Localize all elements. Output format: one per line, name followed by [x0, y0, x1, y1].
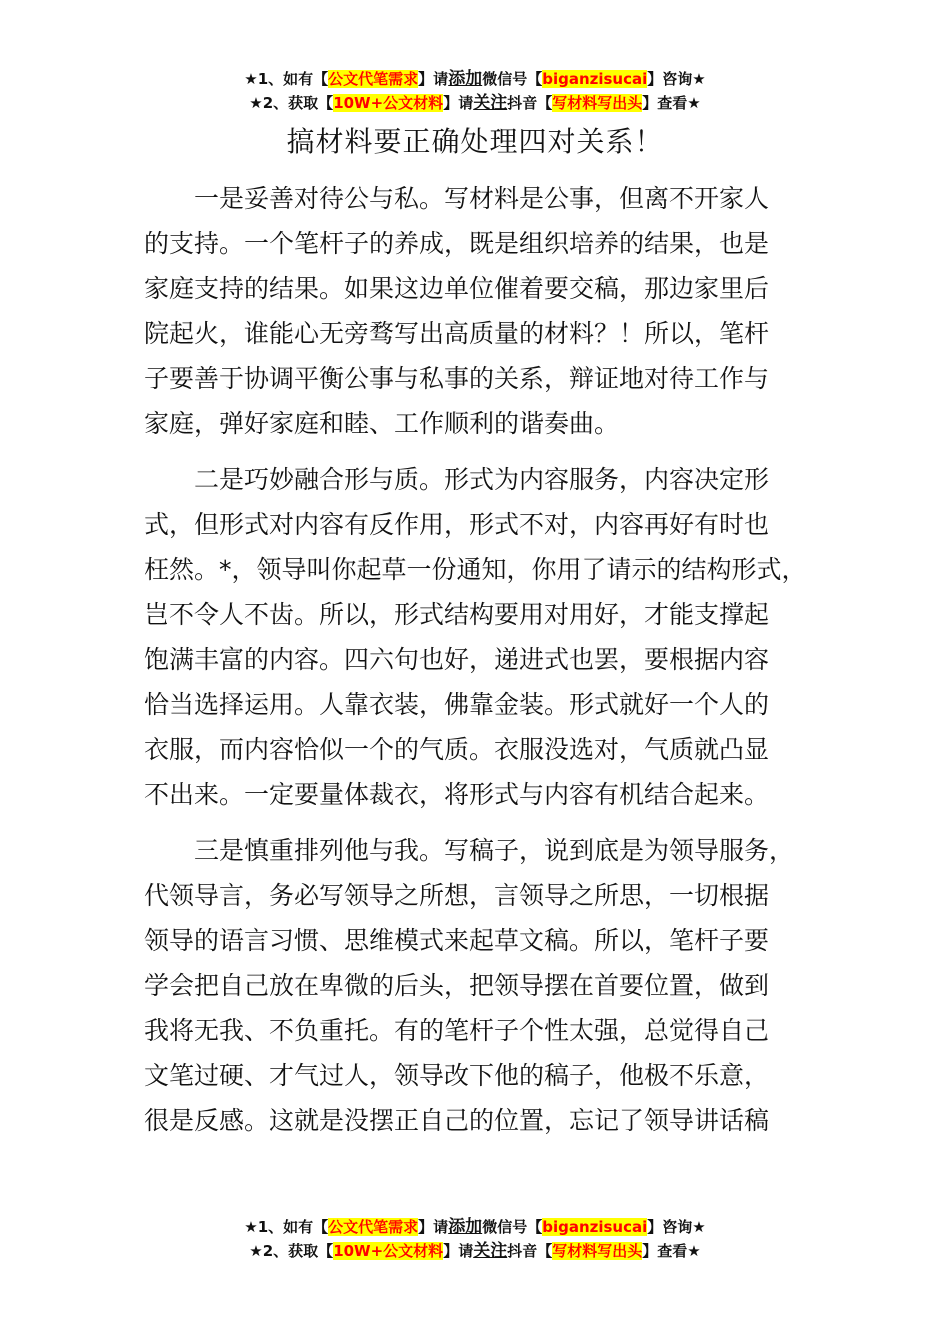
star-icon: ★ — [687, 94, 701, 112]
text-line: 子要善于协调平衡公事与私事的关系，辩证地对待工作与 — [144, 364, 770, 393]
paragraph-3 — [144, 828, 810, 1143]
text-line: 岂不令人不齿。所以，形式结构要用对用好，才能支撑起 — [144, 600, 770, 629]
promo-text: 2、获取【 — [262, 94, 334, 112]
star-icon: ★ — [244, 1218, 258, 1236]
promo-text: 】咨询 — [647, 70, 693, 88]
text-line: 学会把自己放在卑微的后头，把领导摆在首要位置，做到 — [144, 971, 770, 1000]
star-icon: ★ — [692, 1218, 706, 1236]
star-icon: ★ — [692, 70, 706, 88]
promo-footer — [0, 1215, 950, 1263]
promo-wechat-id: biganzisucai — [542, 70, 648, 88]
document-body — [144, 176, 810, 1154]
promo-line-2 — [0, 91, 950, 115]
text-line: 衣服，而内容恰似一个的气质。衣服没选对，气质就凸显 — [144, 735, 770, 764]
text-line: 三是慎重排列他与我。写稿子，说到底是为领导服务， — [194, 836, 795, 865]
text-line: 代领导言，务必写领导之所想，言领导之所思，一切根据 — [144, 881, 770, 910]
promo-douyin-id: 写材料写出头 — [552, 1242, 643, 1260]
text-line: 我将无我、不负重托。有的笔杆子个性太强，总觉得自己 — [144, 1016, 770, 1045]
star-icon: ★ — [249, 94, 263, 112]
promo-text: 】请 — [443, 1242, 474, 1260]
promo-highlight: 10W+公文材料 — [333, 94, 444, 112]
text-line: 领导的语言习惯、思维模式来起草文稿。所以，笔杆子要 — [144, 926, 770, 955]
promo-text: 2、获取【 — [262, 1242, 334, 1260]
star-icon: ★ — [244, 70, 258, 88]
text-line: 枉然。*，领导叫你起草一份通知，你用了请示的结构形式， — [144, 555, 807, 584]
promo-emphasis: 添加 — [448, 69, 483, 89]
text-line: 式，但形式对内容有反作用，形式不对，内容再好有时也 — [144, 510, 770, 539]
promo-emphasis: 关注 — [473, 93, 508, 113]
promo-text: 】查看 — [642, 94, 688, 112]
promo-text: 抖音【 — [507, 1242, 553, 1260]
promo-wechat-id: biganzisucai — [542, 1218, 648, 1236]
promo-header — [0, 67, 950, 115]
promo-text: 抖音【 — [507, 94, 553, 112]
promo-text: 】请 — [418, 70, 449, 88]
text-line: 很是反感。这就是没摆正自己的位置，忘记了领导讲话稿 — [144, 1106, 770, 1135]
promo-highlight: 公文代笔需求 — [328, 70, 419, 88]
text-line: 家庭，弹好家庭和睦、工作顺利的谐奏曲。 — [144, 409, 620, 438]
text-line: 家庭支持的结果。如果这边单位催着要交稿，那边家里后 — [144, 274, 770, 303]
promo-text: 】请 — [443, 94, 474, 112]
text-line: 饱满丰富的内容。四六句也好，递进式也罢，要根据内容 — [144, 645, 770, 674]
star-icon: ★ — [249, 1242, 263, 1260]
text-line: 二是巧妙融合形与质。形式为内容服务，内容决定形 — [194, 465, 770, 494]
promo-highlight: 10W+公文材料 — [333, 1242, 444, 1260]
text-line: 一是妥善对待公与私。写材料是公事，但离不开家人 — [194, 184, 770, 213]
promo-text: 1、如有【 — [257, 70, 329, 88]
promo-text: 微信号【 — [482, 70, 543, 88]
promo-text: 】查看 — [642, 1242, 688, 1260]
text-line: 文笔过硬、才气过人，领导改下他的稿子，他极不乐意， — [144, 1061, 770, 1090]
promo-line-1 — [0, 1215, 950, 1239]
text-line: 不出来。一定要量体裁衣，将形式与内容有机结合起来。 — [144, 780, 770, 809]
paragraph-1 — [144, 176, 810, 446]
promo-line-2 — [0, 1239, 950, 1263]
promo-text: 1、如有【 — [257, 1218, 329, 1236]
promo-emphasis: 添加 — [448, 1217, 483, 1237]
promo-text: 微信号【 — [482, 1218, 543, 1236]
text-line: 院起火，谁能心无旁骛写出高质量的材料？！所以，笔杆 — [144, 319, 770, 348]
text-line: 的支持。一个笔杆子的养成，既是组织培养的结果，也是 — [144, 229, 770, 258]
promo-highlight: 公文代笔需求 — [328, 1218, 419, 1236]
text-line: 恰当选择运用。人靠衣装，佛靠金装。形式就好一个人的 — [144, 690, 770, 719]
promo-douyin-id: 写材料写出头 — [552, 94, 643, 112]
document-title: 搞材料要正确处理四对关系！ — [286, 125, 664, 158]
paragraph-2 — [144, 457, 810, 817]
star-icon: ★ — [687, 1242, 701, 1260]
promo-emphasis: 关注 — [473, 1241, 508, 1261]
promo-line-1 — [0, 67, 950, 91]
promo-text: 】请 — [418, 1218, 449, 1236]
promo-text: 】咨询 — [647, 1218, 693, 1236]
